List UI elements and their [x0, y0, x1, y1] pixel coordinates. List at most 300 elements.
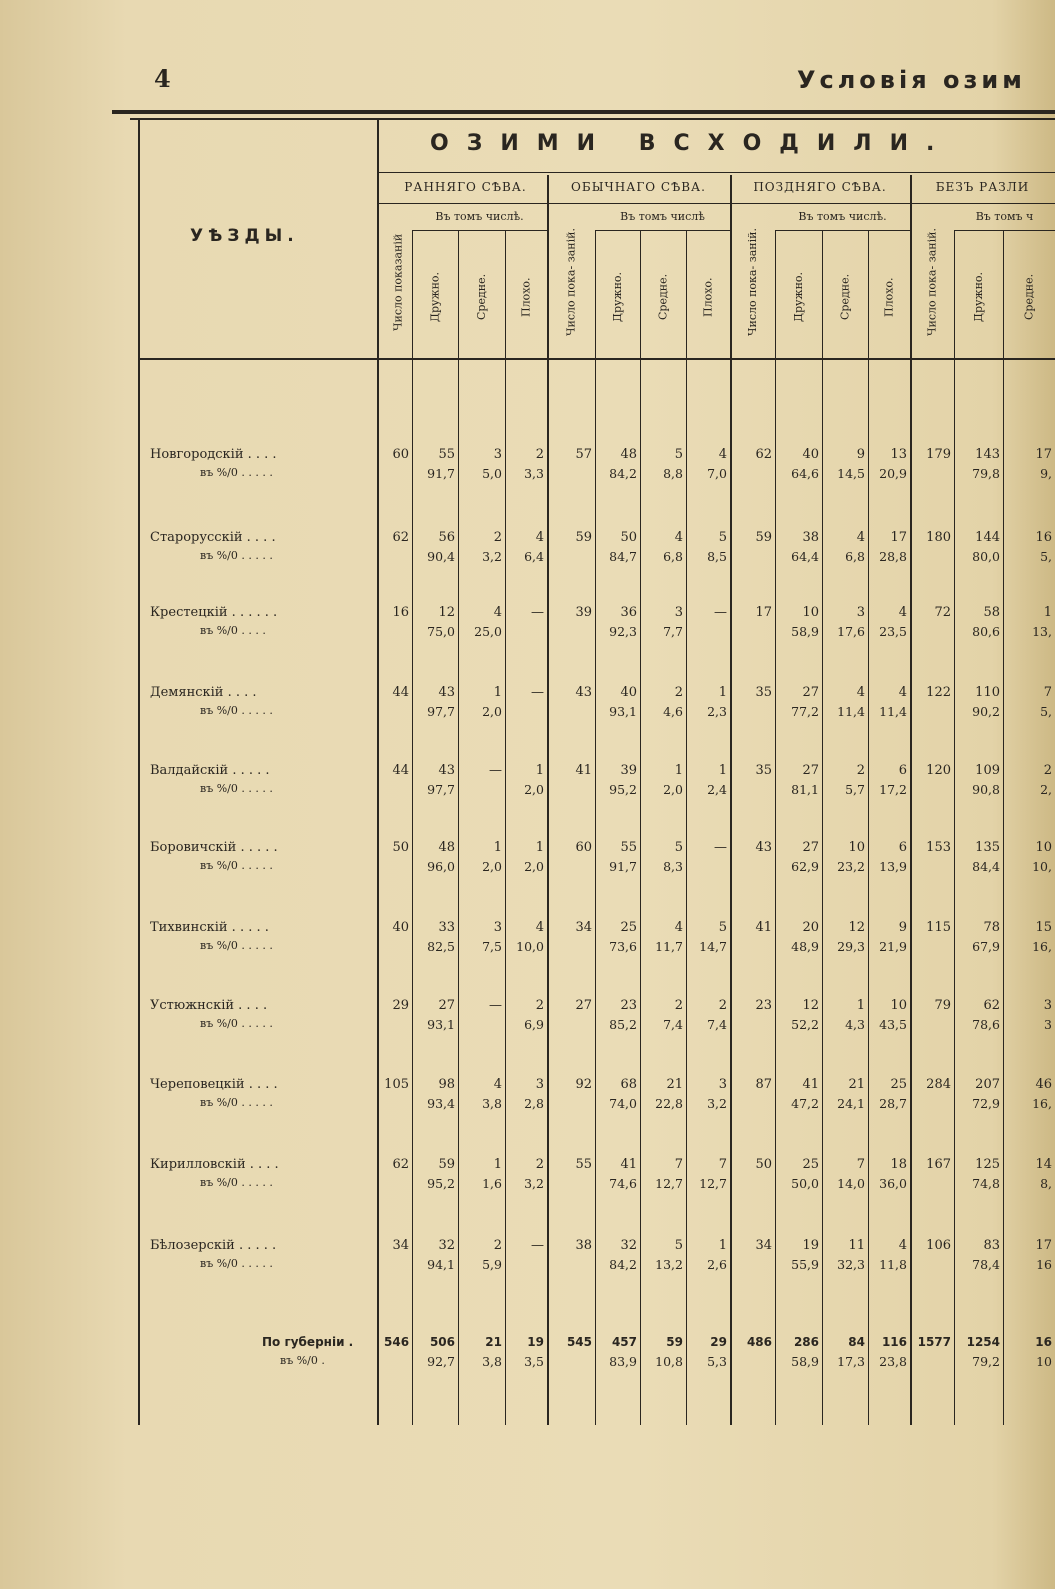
table-cell-percent: 32,3 [837, 1257, 865, 1272]
table-cell-percent: 13, [1032, 624, 1052, 639]
column-header: Средне. [838, 273, 852, 321]
table-cell: 1 [718, 763, 727, 778]
table-cell: 57 [575, 447, 592, 462]
table-cell-percent: 48,9 [791, 939, 819, 954]
table-cell-percent: 14,7 [699, 939, 727, 954]
table-cell: 43 [575, 685, 592, 700]
table-cell-percent: 73,6 [609, 939, 637, 954]
table-cell-percent: 47,2 [791, 1096, 819, 1111]
table-cell-percent: 5,3 [707, 1354, 727, 1369]
table-cell: 32 [620, 1238, 637, 1253]
subgroup-rule [954, 230, 1055, 231]
table-cell-percent: 91,7 [609, 859, 637, 874]
table-cell: — [531, 1238, 544, 1253]
table-cell-percent: 14,0 [837, 1176, 865, 1191]
table-cell: 27 [802, 763, 819, 778]
table-cell: 21 [848, 1077, 865, 1092]
table-cell: 43 [438, 685, 455, 700]
table-cell: 6 [898, 840, 907, 855]
table-cell-percent: 23,8 [879, 1354, 907, 1369]
table-cell: 486 [746, 1335, 772, 1349]
table-cell: 115 [926, 920, 951, 935]
table-cell-percent: 8, [1040, 1176, 1052, 1191]
table-cell-percent: 2, [1040, 782, 1052, 797]
table-cell-percent: 2,4 [707, 782, 727, 797]
table-cell: 3 [718, 1077, 727, 1092]
table-cell: 180 [926, 530, 951, 545]
table-cell: 13 [890, 447, 907, 462]
group-subheader: Въ томъ числѣ [620, 210, 705, 223]
table-cell-percent: 2,0 [482, 704, 502, 719]
table-cell-percent: 62,9 [791, 859, 819, 874]
table-cell: 10 [890, 998, 907, 1013]
table-cell: 50 [755, 1157, 772, 1172]
table-cell-percent: 7,7 [663, 624, 683, 639]
table-cell-percent: 23,5 [879, 624, 907, 639]
table-cell: 143 [975, 447, 1000, 462]
table-cell: 35 [755, 685, 772, 700]
table-cell: 55 [438, 447, 455, 462]
table-cell-percent: 96,0 [427, 859, 455, 874]
table-cell-percent: 10,8 [655, 1354, 683, 1369]
table-cell: 4 [535, 530, 544, 545]
table-cell: 7 [856, 1157, 865, 1172]
table-cell-percent: 92,3 [609, 624, 637, 639]
table-cell-percent: 93,1 [427, 1017, 455, 1032]
table-cell-percent: 11,4 [879, 704, 907, 719]
district-name: Тихвинскій . . . . . [150, 920, 269, 935]
table-cell-percent: 36,0 [879, 1176, 907, 1191]
percent-label: въ %/0 . . . . . [200, 1017, 273, 1030]
table-cell: 23 [755, 998, 772, 1013]
table-cell-percent: 78,4 [972, 1257, 1000, 1272]
table-cell: — [489, 998, 502, 1013]
table-cell-percent: 8,8 [663, 466, 683, 481]
percent-label: въ %/0 . . . . . [200, 704, 273, 717]
table-cell: 40 [392, 920, 409, 935]
table-cell: 83 [983, 1238, 1000, 1253]
subgroup-rule [775, 230, 910, 231]
table-cell-percent: 6,4 [524, 549, 544, 564]
table-cell-percent: 80,0 [972, 549, 1000, 564]
table-cell-percent: 25,0 [474, 624, 502, 639]
table-cell: 11 [848, 1238, 865, 1253]
table-cell: 21 [666, 1077, 683, 1092]
table-cell: 23 [620, 998, 637, 1013]
table-cell-percent: 7,4 [707, 1017, 727, 1032]
table-cell-percent: 5,0 [482, 466, 502, 481]
table-cell-percent: 24,1 [837, 1096, 865, 1111]
column-header: Плохо. [701, 277, 715, 317]
table-cell: 546 [384, 1335, 410, 1349]
table-cell: 92 [575, 1077, 592, 1092]
table-cell-percent: 11,4 [837, 704, 865, 719]
table-cell: 153 [926, 840, 951, 855]
table-cell-percent: 3,2 [482, 549, 502, 564]
table-cell: 36 [620, 605, 637, 620]
table-cell: 29 [710, 1335, 727, 1349]
table-cell-percent: 78,6 [972, 1017, 1000, 1032]
table-cell-percent: 17,6 [837, 624, 865, 639]
district-name: Бѣлозерскій . . . . . [150, 1238, 277, 1253]
table-cell-percent: 93,4 [427, 1096, 455, 1111]
table-cell: 17 [890, 530, 907, 545]
table-cell: 20 [802, 920, 819, 935]
table-cell-percent: 29,3 [837, 939, 865, 954]
page-number: 4 [154, 64, 171, 93]
group-header: РАННЯГО СѢВА. [404, 180, 527, 194]
table-cell: 10 [1035, 840, 1052, 855]
table-cell: 6 [898, 763, 907, 778]
table-cell-percent: 77,2 [791, 704, 819, 719]
table-cell: 1 [718, 1238, 727, 1253]
table-cell: 98 [438, 1077, 455, 1092]
table-cell-percent: 11,8 [879, 1257, 907, 1272]
group-header: ОБЫЧНАГО СѢВА. [571, 180, 706, 194]
table-cell-percent: 83,9 [609, 1354, 637, 1369]
table-cell: 50 [392, 840, 409, 855]
table-cell: 40 [802, 447, 819, 462]
table-cell: — [531, 605, 544, 620]
table-cell-percent: 90,2 [972, 704, 1000, 719]
table-cell: 1254 [966, 1335, 1000, 1349]
table-cell-percent: 14,5 [837, 466, 865, 481]
column-header: Число пока- заній. [925, 228, 939, 336]
district-name: Валдайскій . . . . . [150, 763, 270, 778]
table-cell: 15 [1035, 920, 1052, 935]
table-cell-percent: 85,2 [609, 1017, 637, 1032]
column-header: Дружно. [428, 271, 442, 323]
table-cell: 68 [620, 1077, 637, 1092]
table-cell: 5 [718, 920, 727, 935]
table-cell: 135 [975, 840, 1000, 855]
table-cell: 38 [802, 530, 819, 545]
table-cell: 179 [926, 447, 951, 462]
table-cell: 5 [674, 840, 683, 855]
running-title: Условія озим [797, 66, 1026, 94]
table-cell: 2 [674, 998, 683, 1013]
table-cell: 44 [392, 685, 409, 700]
table-cell-percent: 16, [1032, 1096, 1052, 1111]
table-cell-percent: 79,2 [972, 1354, 1000, 1369]
table-cell: 46 [1035, 1077, 1052, 1092]
table-cell: 16 [392, 605, 409, 620]
table-cell: 545 [566, 1335, 592, 1349]
group-subheader: Въ томъ числѣ. [798, 210, 887, 223]
percent-label: въ %/0 . . . . . [200, 466, 273, 479]
group-rule [379, 203, 1055, 204]
table-cell-percent: 82,5 [427, 939, 455, 954]
table-banner: ОЗИМИ ВСХОДИЛИ. [430, 131, 953, 156]
group-subheader: Въ томъ ч [975, 210, 1034, 223]
table-cell-percent: 95,2 [427, 1176, 455, 1191]
table-cell-percent: 10 [1036, 1354, 1052, 1369]
table-cell: 207 [975, 1077, 1000, 1092]
table-cell: 55 [620, 840, 637, 855]
table-cell: 25 [890, 1077, 907, 1092]
table-cell-percent: 12,7 [699, 1176, 727, 1191]
table-cell: 79 [934, 998, 951, 1013]
column-header: Плохо. [519, 277, 533, 317]
table-cell: 48 [620, 447, 637, 462]
table-cell-percent: 2,8 [524, 1096, 544, 1111]
table-cell: 59 [575, 530, 592, 545]
table-cell-percent: 92,7 [427, 1354, 455, 1369]
group-header: ПОЗДНЯГО СѢВА. [753, 180, 887, 194]
district-name: По губерніи . [262, 1335, 354, 1349]
table-cell: 4 [535, 920, 544, 935]
table-cell: 286 [793, 1335, 819, 1349]
table-cell-percent: 84,2 [609, 466, 637, 481]
district-name: Кирилловскій . . . . [150, 1157, 279, 1172]
table-cell: 12 [848, 920, 865, 935]
table-cell-percent: 12,7 [655, 1176, 683, 1191]
table-cell: 62 [755, 447, 772, 462]
district-name: Демянскій . . . . [150, 685, 257, 700]
table-cell-percent: 6,8 [663, 549, 683, 564]
table-cell-percent: 97,7 [427, 782, 455, 797]
table-cell: 18 [890, 1157, 907, 1172]
table-cell: 120 [926, 763, 951, 778]
table-cell: 106 [926, 1238, 951, 1253]
table-cell-percent: 3,8 [482, 1354, 502, 1369]
table-cell: 12 [802, 998, 819, 1013]
header-bottom-rule [139, 358, 1055, 360]
table-cell-percent: 6,8 [845, 549, 865, 564]
table-cell: 78 [983, 920, 1000, 935]
table-cell: 58 [983, 605, 1000, 620]
column-header: Плохо. [882, 277, 896, 317]
group-subheader: Въ томъ числѣ. [435, 210, 524, 223]
district-name: Боровичскій . . . . . [150, 840, 278, 855]
table-cell-percent: 3 [1044, 1017, 1052, 1032]
table-cell: 34 [755, 1238, 772, 1253]
table-cell: 3 [1043, 998, 1052, 1013]
table-cell: 27 [802, 685, 819, 700]
table-cell-percent: 1,6 [482, 1176, 502, 1191]
table-cell: 144 [975, 530, 1000, 545]
table-cell-percent: 2,3 [707, 704, 727, 719]
table-cell: 4 [718, 447, 727, 462]
table-cell-percent: 10, [1032, 859, 1052, 874]
table-cell: 1 [1043, 605, 1052, 620]
table-cell: 60 [575, 840, 592, 855]
table-cell: 10 [848, 840, 865, 855]
table-cell-percent: 55,9 [791, 1257, 819, 1272]
table-cell-percent: 9, [1040, 466, 1052, 481]
percent-label: въ %/0 . . . . . [200, 1096, 273, 1109]
table-cell-percent: 74,6 [609, 1176, 637, 1191]
table-cell-percent: 16 [1036, 1257, 1052, 1272]
column-header: Средне. [1022, 273, 1036, 321]
table-cell: 2 [493, 1238, 502, 1253]
table-cell: 167 [926, 1157, 951, 1172]
stub-divider [377, 120, 379, 1425]
table-cell: 25 [620, 920, 637, 935]
table-cell: 5 [674, 447, 683, 462]
table-cell: 72 [934, 605, 951, 620]
table-cell-percent: 3,5 [524, 1354, 544, 1369]
table-cell: 35 [755, 763, 772, 778]
header-rule [112, 110, 1055, 114]
table-cell-percent: 84,2 [609, 1257, 637, 1272]
table-cell: 116 [881, 1335, 907, 1349]
table-cell: 4 [898, 605, 907, 620]
table-cell-percent: 28,8 [879, 549, 907, 564]
table-cell: 59 [666, 1335, 683, 1349]
table-cell: 3 [674, 605, 683, 620]
table-cell: 59 [438, 1157, 455, 1172]
table-cell: 60 [392, 447, 409, 462]
table-cell-percent: 43,5 [879, 1017, 907, 1032]
table-cell-percent: 72,9 [972, 1096, 1000, 1111]
table-cell-percent: 58,9 [791, 1354, 819, 1369]
table-cell: 44 [392, 763, 409, 778]
percent-label: въ %/0 . . . . . [200, 1257, 273, 1270]
table-cell-percent: 5,7 [845, 782, 865, 797]
district-name: Крестецкій . . . . . . [150, 605, 278, 620]
table-cell: 122 [926, 685, 951, 700]
percent-label: въ %/0 . . . . . [200, 549, 273, 562]
column-header: Средне. [475, 273, 488, 321]
table-cell-percent: 17,2 [879, 782, 907, 797]
table-cell: 1 [535, 840, 544, 855]
table-cell: 48 [438, 840, 455, 855]
table-cell: 7 [674, 1157, 683, 1172]
column-header: Число пока- заній. [746, 228, 759, 336]
table-cell: 2 [535, 998, 544, 1013]
table-cell: 2 [856, 763, 865, 778]
table-cell-percent: 52,2 [791, 1017, 819, 1032]
table-cell: 1 [493, 840, 502, 855]
table-cell-percent: 50,0 [791, 1176, 819, 1191]
table-cell: 16 [1035, 1335, 1052, 1349]
table-cell: 50 [620, 530, 637, 545]
percent-label: въ %/0 . . . . . [200, 1176, 273, 1189]
table-cell: 62 [392, 530, 409, 545]
table-cell: 1 [493, 685, 502, 700]
table-cell-percent: 90,4 [427, 549, 455, 564]
table-cell-percent: 84,4 [972, 859, 1000, 874]
column-header: Дружно. [972, 271, 985, 323]
table-cell: 17 [755, 605, 772, 620]
column-header: Средне. [656, 273, 670, 321]
table-cell-percent: 67,9 [972, 939, 1000, 954]
table-cell-percent: 5,9 [482, 1257, 502, 1272]
table-cell: — [531, 685, 544, 700]
table-cell-percent: 84,7 [609, 549, 637, 564]
table-cell-percent: 2,0 [482, 859, 502, 874]
table-cell: 3 [535, 1077, 544, 1092]
table-cell: — [714, 605, 727, 620]
table-cell: 40 [620, 685, 637, 700]
table-cell: 4 [493, 1077, 502, 1092]
table-cell: 1577 [917, 1335, 951, 1349]
table-cell: 17 [1035, 447, 1052, 462]
table-cell: 9 [856, 447, 865, 462]
column-header: Дружно. [611, 271, 624, 323]
table-cell: 284 [926, 1077, 951, 1092]
district-name: Старорусскій . . . . [150, 530, 276, 545]
table-cell: 4 [674, 920, 683, 935]
table-cell: 1 [493, 1157, 502, 1172]
table-cell-percent: 2,0 [524, 782, 544, 797]
header-rule-thin [130, 118, 1055, 120]
table-cell: 7 [1043, 685, 1052, 700]
table-cell-percent: 21,9 [879, 939, 907, 954]
group-header: БЕЗЪ РАЗЛИ [935, 180, 1030, 194]
table-cell: 506 [429, 1335, 455, 1349]
district-name: Череповецкій . . . . [150, 1077, 278, 1092]
table-cell: 32 [438, 1238, 455, 1253]
table-cell: 41 [575, 763, 592, 778]
table-cell: 109 [975, 763, 1000, 778]
table-cell-percent: 81,1 [791, 782, 819, 797]
table-cell-percent: 7,4 [663, 1017, 683, 1032]
column-header: Дружно. [792, 271, 805, 323]
table-cell-percent: 20,9 [879, 466, 907, 481]
table-cell: 34 [575, 920, 592, 935]
table-cell-percent: 11,7 [655, 939, 683, 954]
table-cell: 34 [392, 1238, 409, 1253]
table-cell: — [489, 763, 502, 778]
table-cell: 56 [438, 530, 455, 545]
table-cell: 4 [493, 605, 502, 620]
table-cell: 87 [755, 1077, 772, 1092]
table-cell: 1 [674, 763, 683, 778]
table-cell-percent: 8,5 [707, 549, 727, 564]
table-cell: 12 [438, 605, 455, 620]
table-cell: 4 [898, 1238, 907, 1253]
table-cell-percent: 90,8 [972, 782, 1000, 797]
table-cell: 38 [575, 1238, 592, 1253]
table-cell: 125 [975, 1157, 1000, 1172]
table-cell-percent: 10,0 [516, 939, 544, 954]
table-cell-percent: 74,0 [609, 1096, 637, 1111]
percent-label: въ %/0 . . . . . [200, 939, 273, 952]
table-cell: 3 [493, 920, 502, 935]
table-cell: 105 [384, 1077, 409, 1092]
table-cell-percent: 3,2 [524, 1176, 544, 1191]
table-cell-percent: 22,8 [655, 1096, 683, 1111]
table-cell: 55 [575, 1157, 592, 1172]
table-cell-percent: 2,0 [524, 859, 544, 874]
table-cell-percent: 6,9 [524, 1017, 544, 1032]
table-cell-percent: 4,3 [845, 1017, 865, 1032]
table-cell-percent: 95,2 [609, 782, 637, 797]
column-header: Число пока- заній. [564, 228, 578, 336]
table-cell-percent: 2,0 [663, 782, 683, 797]
table-cell-percent: 80,6 [972, 624, 1000, 639]
table-cell-percent: 7,0 [707, 466, 727, 481]
table-cell: 43 [755, 840, 772, 855]
percent-label: въ %/0 . . . . . [200, 859, 273, 872]
table-cell-percent: 74,8 [972, 1176, 1000, 1191]
table-cell: 2 [674, 685, 683, 700]
table-cell: 27 [438, 998, 455, 1013]
table-cell: 43 [438, 763, 455, 778]
table-cell: 84 [848, 1335, 865, 1349]
table-cell: 457 [611, 1335, 637, 1349]
table-cell-percent: 8,3 [663, 859, 683, 874]
table-cell-percent: 4,6 [663, 704, 683, 719]
table-cell: 29 [392, 998, 409, 1013]
row-header: УѢЗДЫ. [190, 226, 299, 246]
table-cell-percent: 94,1 [427, 1257, 455, 1272]
table-cell-percent: 13,9 [879, 859, 907, 874]
table-cell: 7 [718, 1157, 727, 1172]
table-cell-percent: 93,1 [609, 704, 637, 719]
